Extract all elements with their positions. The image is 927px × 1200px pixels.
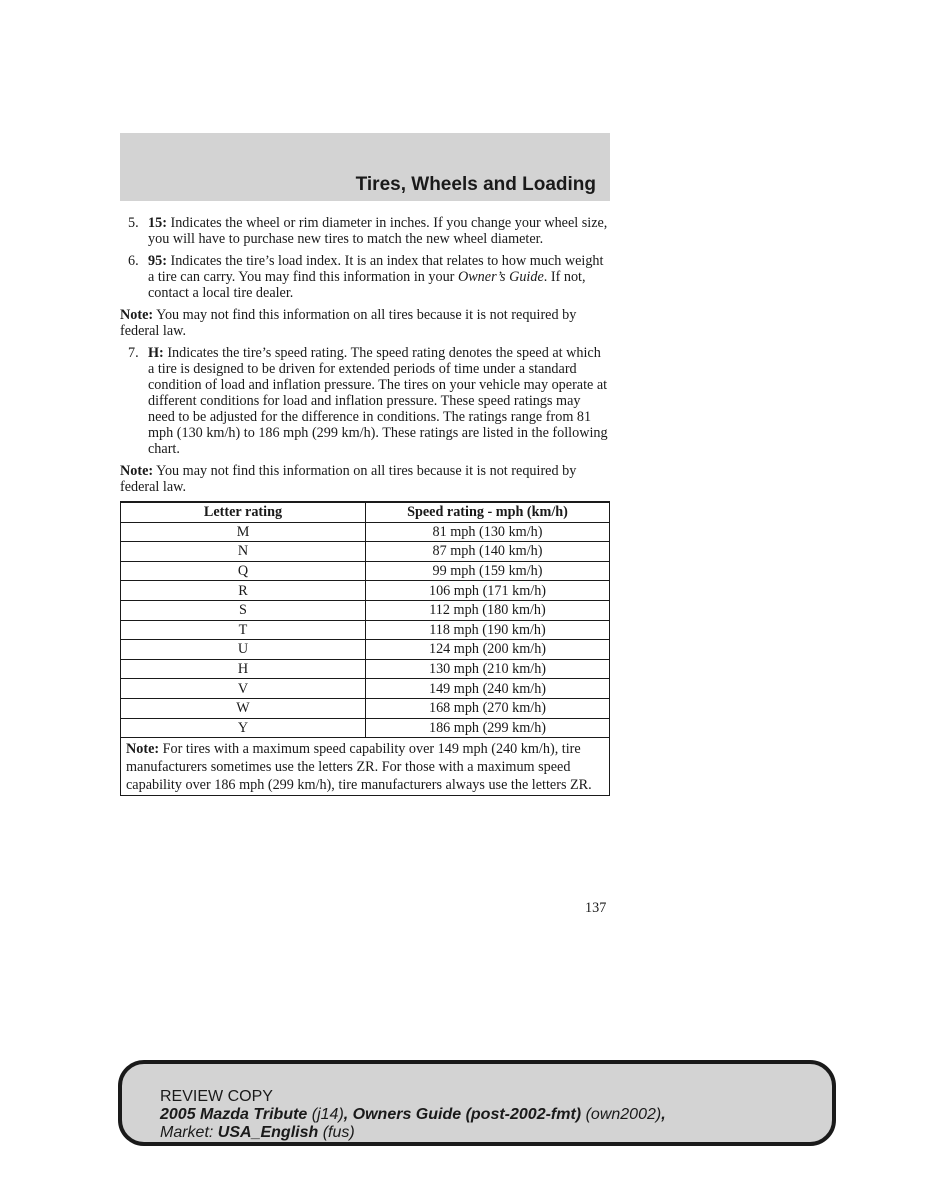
note-text: For tires with a maximum speed capability over 149 mph (240 km/h), tire manufacturers sometimes use the letters ZR. For those with a maximum speed capability over 186 mph (299 km/h), tire manufacturers always use the letters ZR. (126, 741, 592, 794)
note-label: Note: (120, 463, 154, 479)
letter-cell: Y (121, 718, 366, 738)
letter-cell: W (121, 698, 366, 718)
vehicle-code: (j14) (307, 1106, 344, 1123)
item-text: . If not, contact a local tire dealer. (148, 269, 586, 301)
item-text: Indicates the wheel or rim diameter in inches. If you change your wheel size, you will have to purchase new tires to match the new wheel diameter. (148, 215, 608, 247)
speed-cell: 106 mph (171 km/h) (366, 581, 610, 601)
letter-cell: S (121, 600, 366, 620)
speed-cell: 112 mph (180 km/h) (366, 600, 610, 620)
table-row (121, 561, 610, 581)
review-copy-text (160, 1088, 666, 1142)
guide-code: (own2002) (581, 1106, 662, 1123)
guide-name: Owners Guide (post-2002-fmt) (352, 1106, 582, 1123)
column-header-speed: Speed rating - mph (km/h) (366, 502, 610, 522)
item-italic-ref: Owner’s Guide (457, 269, 544, 285)
vehicle-model: 2005 Mazda Tribute (160, 1106, 308, 1123)
table-note (121, 738, 610, 796)
item-number: 6. (128, 253, 139, 269)
table-row (121, 698, 610, 718)
note-paragraph (120, 307, 610, 339)
speed-cell: 168 mph (270 km/h) (366, 698, 610, 718)
table-row (121, 640, 610, 660)
item-number: 7. (128, 345, 139, 361)
page-number: 137 (585, 900, 607, 916)
column-header-letter: Letter rating (121, 502, 366, 522)
market-value: USA_English (217, 1124, 319, 1141)
table-row (121, 542, 610, 562)
table-note-row (121, 738, 610, 796)
item-text: Indicates the tire’s load index. It is an index that relates to how much weight a tire can carry. You may find this information in your (148, 253, 604, 285)
speed-cell: 87 mph (140 km/h) (366, 542, 610, 562)
item-text: Indicates the tire’s speed rating. The speed rating denotes the speed at which a tire is designed to be driven for extended periods of time under a standard condition of load and inflation pressure. The tires on your vehicle may operate at different conditions for load and inflation pressure. These speed ratings may need to be adjusted for the difference in conditions. The ratings range from 81 mph (130 km/h) to 186 mph (299 km/h). These ratings are listed in the following chart. (148, 345, 608, 457)
table-header-row (121, 502, 610, 522)
speed-cell: 118 mph (190 km/h) (366, 620, 610, 640)
table-row (121, 679, 610, 699)
page-content (120, 215, 610, 796)
note-paragraph (120, 463, 610, 495)
table-row (121, 522, 610, 542)
speed-cell: 130 mph (210 km/h) (366, 659, 610, 679)
list-item-7 (120, 345, 610, 457)
table-row (121, 581, 610, 601)
letter-cell: V (121, 679, 366, 699)
item-term: 15: (148, 215, 167, 231)
list-item-5 (120, 215, 610, 247)
item-term: H: (148, 345, 164, 361)
separator: , (661, 1106, 666, 1123)
letter-cell: R (121, 581, 366, 601)
letter-cell: T (121, 620, 366, 640)
item-term: 95: (148, 253, 167, 269)
note-text: You may not find this information on all tires because it is not required by federal law. (120, 463, 577, 495)
note-label: Note: (120, 307, 154, 323)
list-item-6 (120, 253, 610, 301)
speed-cell: 81 mph (130 km/h) (366, 522, 610, 542)
letter-cell: M (121, 522, 366, 542)
speed-cell: 124 mph (200 km/h) (366, 640, 610, 660)
publication-line (160, 1106, 666, 1124)
speed-rating-table (120, 501, 610, 796)
note-label: Note: (126, 741, 160, 758)
letter-cell: U (121, 640, 366, 660)
section-header-band (120, 133, 610, 201)
letter-cell: H (121, 659, 366, 679)
market-label: Market: (160, 1124, 218, 1141)
letter-cell: N (121, 542, 366, 562)
review-copy-box (118, 1060, 836, 1146)
table-row (121, 620, 610, 640)
item-number: 5. (128, 215, 139, 231)
section-title: Tires, Wheels and Loading (355, 174, 596, 195)
market-code: (fus) (318, 1124, 355, 1141)
letter-cell: Q (121, 561, 366, 581)
review-copy-label: REVIEW COPY (160, 1088, 273, 1105)
speed-cell: 149 mph (240 km/h) (366, 679, 610, 699)
table-row (121, 718, 610, 738)
market-line (160, 1124, 666, 1142)
table-row (121, 659, 610, 679)
note-text: You may not find this information on all tires because it is not required by federal law. (120, 307, 577, 339)
speed-cell: 186 mph (299 km/h) (366, 718, 610, 738)
speed-cell: 99 mph (159 km/h) (366, 561, 610, 581)
separator: , (343, 1106, 353, 1123)
table-row (121, 600, 610, 620)
